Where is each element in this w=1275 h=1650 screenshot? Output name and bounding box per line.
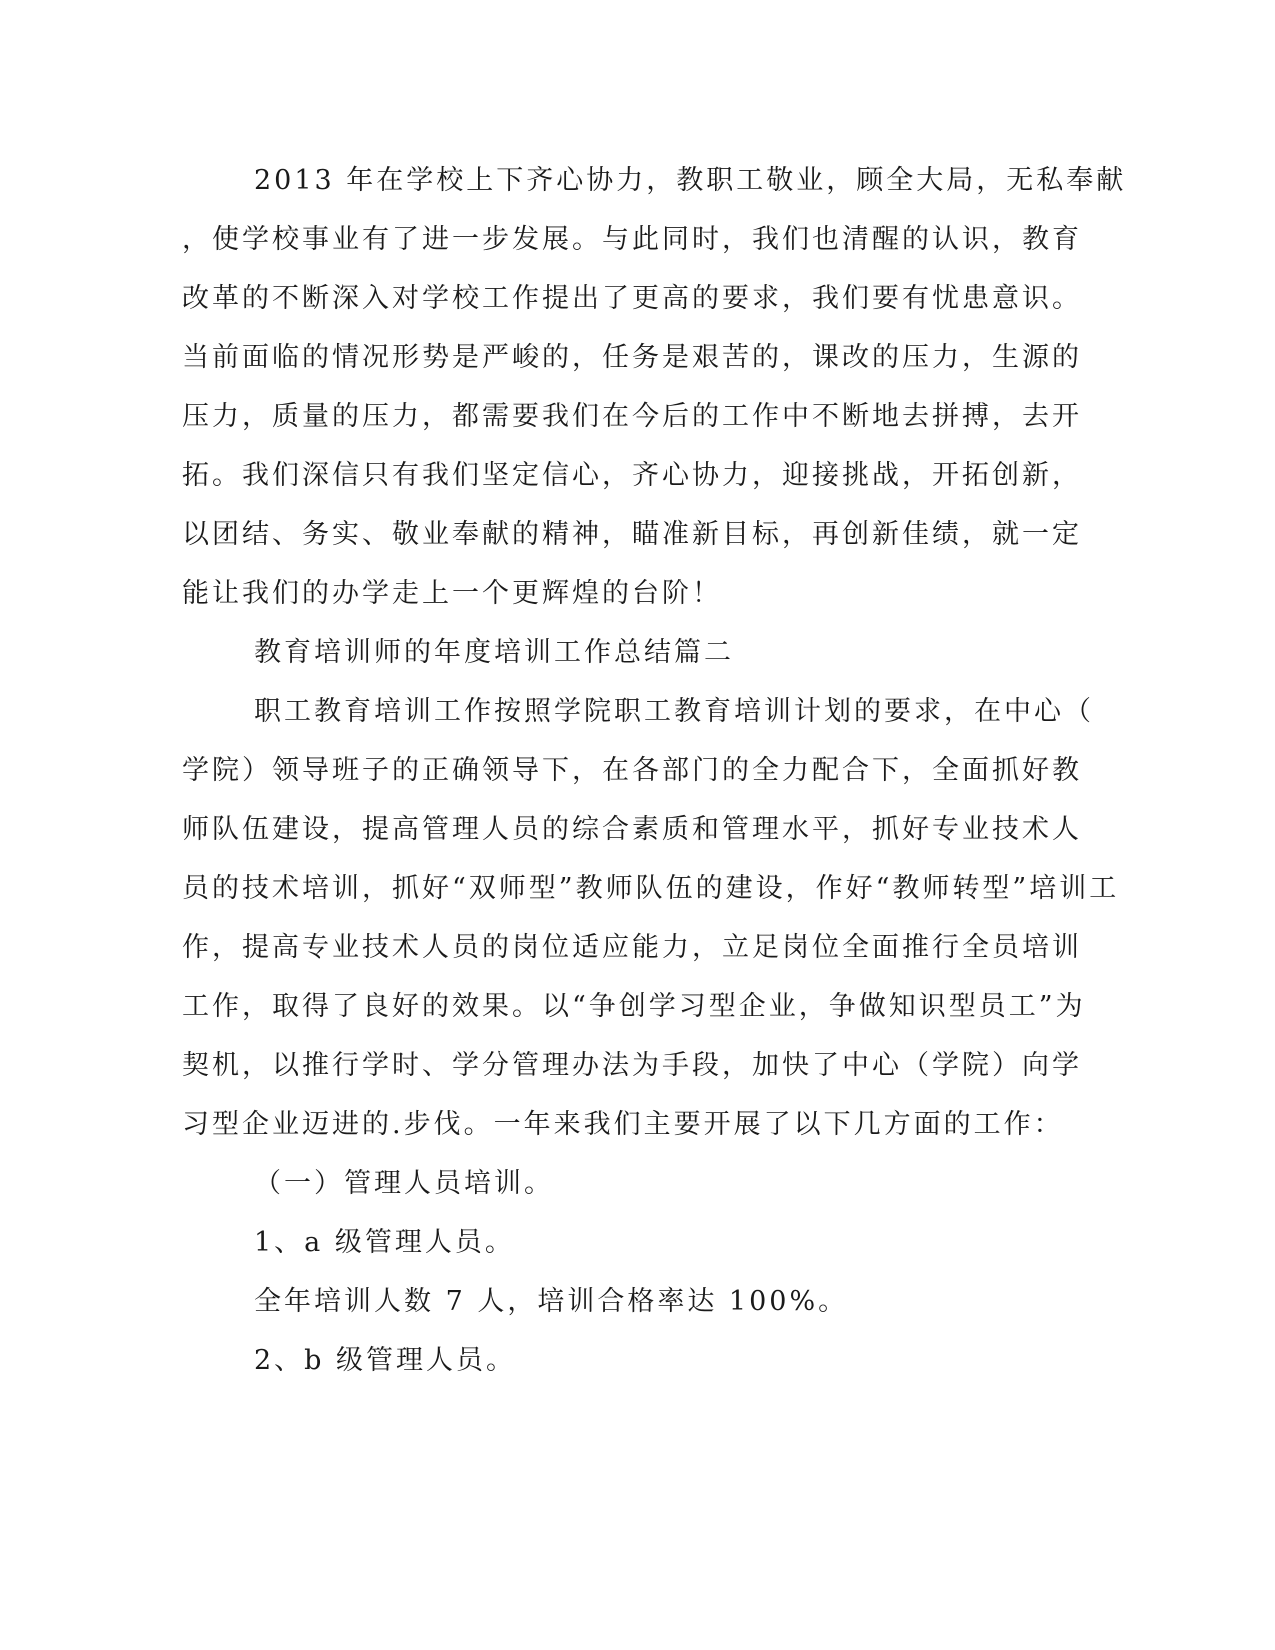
paragraph-2-line-8: 习型企业迈进的.步伐。一年来我们主要开展了以下几方面的工作：: [182, 1109, 1064, 1140]
paragraph-2-line-6: 工作，取得了良好的效果。以“争创学习型企业，争做知识型员工”为: [182, 991, 1086, 1022]
paragraph-2-line-4: 员的技术培训，抓好“双师型”教师队伍的建设，作好“教师转型”培训工: [182, 873, 1120, 904]
paragraph-2-line-7: 契机，以推行学时、学分管理办法为手段，加快了中心（学院）向学: [182, 1050, 1082, 1081]
subsection-heading: （一）管理人员培训。: [254, 1168, 554, 1199]
training-stats: 全年培训人数 7 人，培训合格率达 100%。: [254, 1286, 849, 1317]
paragraph-1-line-4: 当前面临的情况形势是严峻的，任务是艰苦的，课改的压力，生源的: [182, 342, 1082, 373]
paragraph-1-line-2: ，使学校事业有了进一步发展。与此同时，我们也清醒的认识，教育: [182, 224, 1082, 255]
list-item-b-level: 2、b 级管理人员。: [254, 1345, 517, 1376]
paragraph-2-line-2: 学院）领导班子的正确领导下，在各部门的全力配合下，全面抓好教: [182, 755, 1082, 786]
paragraph-1-line-3: 改革的不断深入对学校工作提出了更高的要求，我们要有忧患意识。: [182, 283, 1082, 314]
paragraph-1-line-7: 以团结、务实、敬业奉献的精神，瞄准新目标，再创新佳绩，就一定: [182, 519, 1082, 550]
list-item-a-level: 1、a 级管理人员。: [254, 1227, 515, 1258]
paragraph-1-line-6: 拓。我们深信只有我们坚定信心，齐心协力，迎接挑战，开拓创新，: [182, 460, 1082, 491]
section-heading: 教育培训师的年度培训工作总结篇二: [254, 637, 734, 668]
paragraph-1-line-1: 2013 年在学校上下齐心协力，教职工敬业，顾全大局，无私奉献: [254, 165, 1127, 196]
paragraph-2-line-1: 职工教育培训工作按照学院职工教育培训计划的要求，在中心（: [254, 696, 1094, 727]
paragraph-2-line-3: 师队伍建设，提高管理人员的综合素质和管理水平，抓好专业技术人: [182, 814, 1082, 845]
paragraph-1-line-5: 压力，质量的压力，都需要我们在今后的工作中不断地去拼搏，去开: [182, 401, 1082, 432]
paragraph-1-line-8: 能让我们的办学走上一个更辉煌的台阶！: [182, 578, 722, 609]
paragraph-2-line-5: 作，提高专业技术人员的岗位适应能力，立足岗位全面推行全员培训: [182, 932, 1082, 963]
